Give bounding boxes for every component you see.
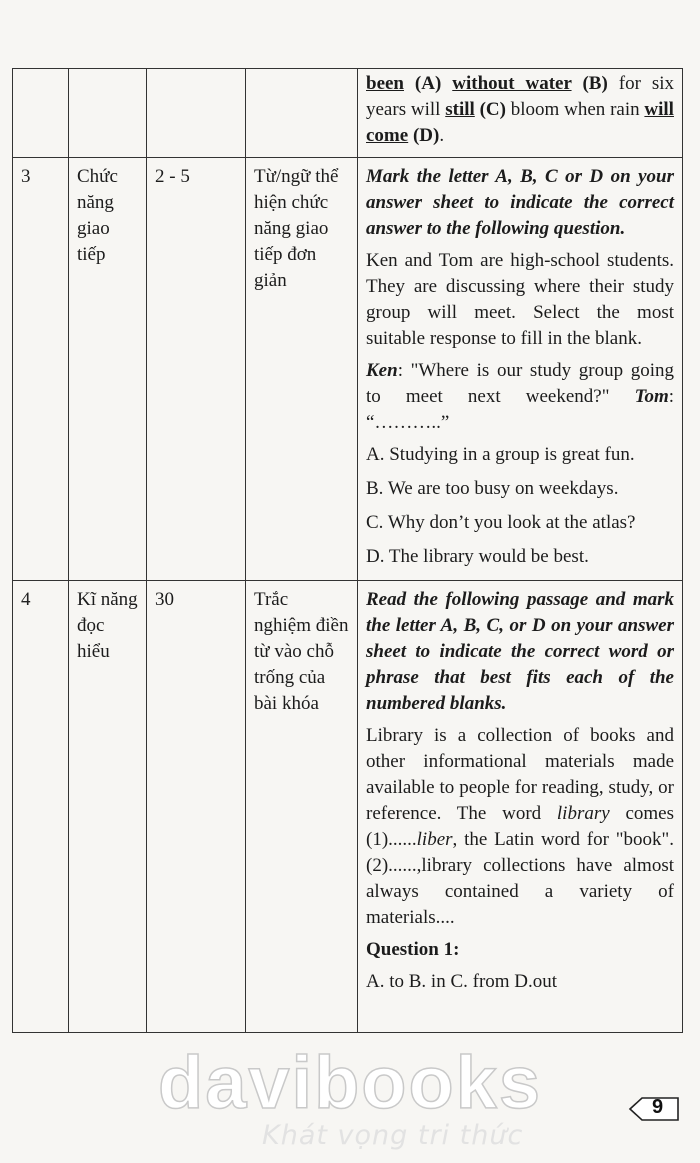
table-row [13, 158, 683, 581]
cell-desc [246, 69, 358, 158]
answer-options: A. to B. in C. from D.out [366, 971, 558, 992]
question-label: Question 1: [366, 939, 460, 960]
passage-italic: liber [416, 829, 453, 850]
passage-part: , the Latin word for "book". (2)......,library collections have almost always contained a variety of materials.... [366, 829, 674, 928]
row-number: 4 [13, 581, 69, 1033]
passage [366, 723, 674, 931]
sentence-part: (B) [571, 73, 608, 94]
cell-skill [69, 69, 147, 158]
cell-count [147, 69, 246, 158]
ken-line: : "Where is our study group going to meet next weekend?" [366, 360, 674, 407]
passage-part: Library is a collection of books and other informational materials made available to people for reading, study, or reference. The word [366, 725, 674, 824]
question-count: 2 - 5 [147, 158, 246, 581]
sentence-part: been [366, 73, 404, 94]
sentence-part: for six years will [366, 73, 675, 120]
description: Trắc nghiệm điền từ vào chỗ trống của bài khóa [246, 581, 358, 1033]
passage-part: comes (1)...... [366, 803, 674, 850]
speaker-tom: Tom [634, 386, 669, 407]
option-d: D. The library would be best. [366, 546, 589, 567]
passage-italic: library [556, 803, 610, 824]
sentence-part: (C) [474, 99, 506, 120]
sentence-part: (A) [404, 73, 453, 94]
example-cell [358, 581, 683, 1033]
sentence-part: will come [366, 99, 674, 146]
brand-tagline: Khát vọng tri thức [262, 1120, 524, 1151]
option-c: C. Why don’t you look at the atlas? [366, 512, 636, 533]
description: Từ/ngữ thể hiện chức năng giao tiếp đơn giản [246, 158, 358, 581]
sentence-part: (D) [408, 125, 440, 146]
sentence-part: without water [452, 73, 572, 94]
table-row [13, 581, 683, 1033]
table-row-continued [13, 69, 683, 158]
option-a: A. Studying in a group is great fun. [366, 444, 635, 465]
sentence-part: . [439, 125, 445, 146]
dialogue [366, 358, 674, 436]
instruction: Mark the letter A, B, C or D on your answer sheet to indicate the correct answer to the following question. [366, 166, 674, 239]
skill-name: Chức năng giao tiếp [69, 158, 147, 581]
row-number: 3 [13, 158, 69, 581]
tom-line: : “………..” [366, 386, 675, 433]
skill-name: Kĩ năng đọc hiểu [69, 581, 147, 1033]
page-number: 9 [652, 1096, 664, 1118]
cell-no [13, 69, 69, 158]
syllabus-table [12, 68, 683, 1033]
speaker-ken: Ken [366, 360, 398, 381]
option-b: B. We are too busy on weekdays. [366, 478, 619, 499]
context-text: Ken and Tom are high-school students. They are discussing where their study group will meet. Select the most suitable response to fill in the blank. [366, 250, 674, 349]
cell-example [358, 69, 683, 158]
example-cell [358, 158, 683, 581]
instruction: Read the following passage and mark the letter A, B, C, or D on your answer sheet to indicate the correct word or phrase that best fits each of the numbered blanks. [366, 589, 674, 714]
question-count: 30 [147, 581, 246, 1033]
sentence-part: bloom when rain [505, 99, 645, 120]
sentence-part: still [445, 99, 475, 120]
brand-watermark: davibooks [158, 1041, 542, 1124]
